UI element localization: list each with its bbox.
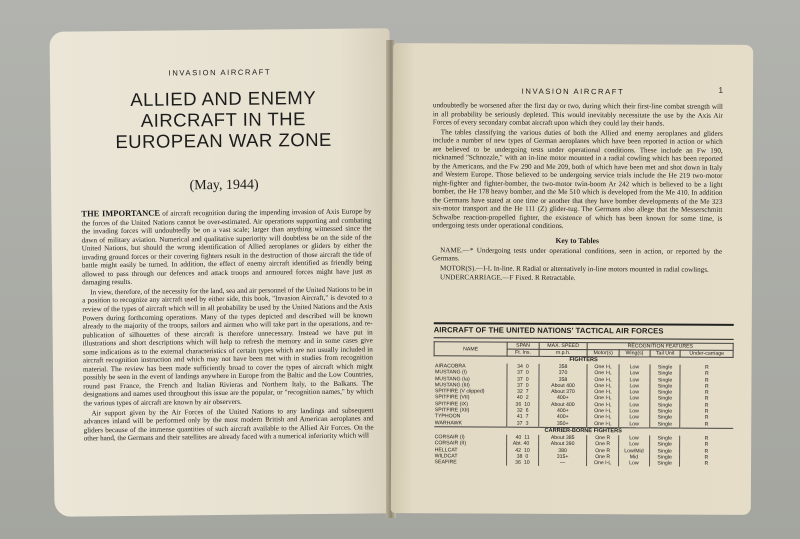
span-feet: 40	[515, 434, 522, 441]
tail-value: Single	[650, 383, 680, 389]
tail-value: Single	[650, 442, 680, 448]
tail-value: Single	[650, 364, 680, 370]
speed-value: About 390	[538, 441, 587, 448]
tail-value: Single	[650, 461, 680, 467]
left-paragraph-1-text: of aircraft recognition during the impending invasion of Axis Europe by the forces of the United Nations cannot be over-estimated. Air operations supporting and combating the invading forces will undoubtedly be on a vast scale; larger than anything witnessed since the dawn of military aviation. Numerical and qualitative superiority will doubtless be on the side of the United Nations, but should the wrong identification of Allied aeroplanes or gliders by either the invading ground forces or their covering fighters result in the destruction of those aircraft the tide of battle might easily be turned. In addition, the effect of enemy aircraft identified as friendly being allowed to pass through our defences and attack troops and armoured forces might have just as damaging results.	[81, 207, 373, 287]
span-feet: 42	[515, 447, 521, 454]
speed-value: 400+	[538, 395, 587, 402]
speed-value: 358	[539, 364, 588, 371]
right-paragraph-2: The tables classifying the various duties of both the Allied and enemy aeroplanes and gliders include a number of new types of German aeroplanes which have been reported in action or which are believed to be undergoing tests under operational conditions. These include an Fw 190, nicknamed "Schnozzle," with an in-line motor mounted in a radial cowling which has been reported by the Americans, and the Fw 290 and Me 209, both of which have been met and shot down in Italy and Western Europe. Those believed to be undergoing service trials include the He 219 two-motor night-fighter and fighter-bomber, the two-motor twin-boom Ar 242 which is believed to be a light bomber, the He 178 heavy bomber, and the Me 510 which is developed from the Me 410. In addition the Germans have stated at one time or another that they have bomber developments of the Me 323 six-motor transport and the He 111 (Z) glider-tug. The Germans also allege that the Messerschmitt Schwalbe reaction-propelled fighter, the existence of which has been known for some time, is undergoing tests under operational conditions.	[432, 127, 723, 230]
table-row	[434, 459, 733, 467]
motor-value: One R	[587, 441, 618, 447]
wing-value: Mid	[618, 454, 649, 460]
header-name: NAME	[434, 342, 507, 356]
wing-value: Low	[619, 371, 650, 377]
section-fighters: FIGHTERS	[434, 356, 733, 365]
motor-value: One I-L	[587, 408, 618, 414]
header-recognition: RECOGNITION FEATURES	[588, 343, 734, 351]
wing-value: Low	[618, 460, 649, 466]
aircraft-name: AIRACOBRA	[435, 363, 466, 370]
undercarriage-value: R	[680, 402, 733, 409]
span-inches: 0	[525, 453, 529, 460]
header-mph: m.p.h.	[539, 349, 588, 356]
span-inches: 0	[525, 382, 529, 389]
aircraft-name: HELLCAT	[434, 446, 458, 453]
wing-value: Low	[618, 421, 649, 428]
motor-value: One R	[587, 454, 618, 460]
motor-value: One I-L	[587, 414, 618, 420]
span-inches: 10	[523, 459, 530, 466]
header-tail: Tail Unit	[650, 350, 680, 357]
header-motor: Motor(s)	[587, 350, 618, 357]
motor-value: One I-L	[587, 389, 618, 395]
title-line-3: EUROPEAN WAR ZONE	[115, 128, 332, 153]
span-inches: 7	[525, 388, 529, 395]
wing-value: Low	[619, 377, 650, 383]
header-span: SPAN	[507, 342, 539, 349]
wing-value: Low	[618, 442, 649, 448]
undercarriage-value: R	[680, 442, 733, 449]
span-inches: 10	[523, 447, 530, 454]
aircraft-name: MUSTANG (Ia)	[434, 375, 470, 383]
undercarriage-value: R	[680, 415, 733, 422]
undercarriage-value: R	[680, 461, 733, 468]
key-title: Key to Tables	[555, 235, 599, 245]
speed-value: 315+	[538, 454, 587, 461]
span-feet: 37	[516, 382, 523, 389]
wing-value: Low	[619, 383, 650, 389]
tail-value: Single	[650, 377, 680, 383]
undercarriage-value: R	[680, 454, 733, 461]
key-undercarriage: UNDERCARRIAGE.—F Fixed. R Retractable.	[439, 273, 576, 283]
wing-value: Low	[619, 389, 650, 395]
aircraft-name: TYPHOON	[434, 413, 461, 420]
tail-value: Single	[650, 454, 680, 460]
table-title-rule	[434, 337, 734, 340]
right-running-head: INVASION AIRCRAFT	[521, 86, 625, 97]
speed-value: —	[538, 460, 587, 467]
title-line-2: AIRCRAFT IN THE	[140, 108, 307, 131]
left-paragraph-1	[81, 206, 372, 287]
span-feet: Abt. 40	[512, 440, 530, 448]
speed-value: About 370	[539, 389, 588, 396]
tail-value: Single	[650, 408, 680, 414]
span-inches: 0	[525, 376, 529, 383]
span-inches: 11	[524, 434, 530, 441]
speed-value: About 400	[539, 383, 588, 390]
wing-value: Low	[619, 364, 650, 370]
span-feet: 32	[516, 388, 523, 395]
wing-value: Low	[619, 396, 650, 402]
aircraft-name: SPITFIRE (V clipped)	[434, 388, 485, 395]
left-running-head: INVASION AIRCRAFT	[168, 67, 272, 78]
speed-value: 380	[538, 447, 587, 454]
aircraft-name: CORSAIR (II)	[434, 440, 467, 447]
aircraft-table	[433, 341, 734, 467]
speed-value: 350+	[538, 420, 587, 427]
section-carrier: CARRIER-BORNE FIGHTERS	[434, 427, 733, 436]
span-value	[507, 460, 539, 466]
span-feet: 40	[516, 395, 523, 402]
span-inches: 0	[525, 370, 529, 377]
tail-value: Single	[650, 371, 680, 377]
motor-value: One I-L	[587, 377, 618, 383]
right-page	[391, 43, 753, 515]
right-body-text	[432, 101, 723, 284]
left-page	[49, 28, 394, 517]
span-inches: 3	[525, 420, 529, 427]
lead-words: THE IMPORTANCE	[81, 207, 161, 219]
aircraft-name: SPITFIRE (IX)	[434, 401, 469, 408]
motor-value: One I-L	[587, 370, 618, 376]
span-inches: 6	[525, 407, 529, 414]
aircraft-name: SPITFIRE (VII)	[434, 394, 470, 401]
speed-value: 400+	[538, 414, 587, 421]
speed-value: 400+	[538, 408, 587, 415]
undercarriage-value: R	[680, 377, 733, 384]
left-body-text	[81, 206, 373, 444]
page-number: 1	[718, 85, 724, 95]
header-max-speed: MAX. SPEED	[539, 342, 588, 349]
span-inches: 10	[524, 401, 531, 408]
title-date: (May, 1944)	[189, 177, 259, 194]
motor-value: One I-L	[587, 383, 618, 389]
speed-value: About 400	[538, 402, 587, 409]
speed-value: 370	[539, 370, 588, 377]
header-ft-ins: Ft. Ins.	[507, 349, 539, 356]
motor-value: One I-L	[587, 402, 618, 408]
key-motor: MOTOR(S).—I-L In-line. R Radial or alternatively in-line motors mounted in radial cowlings.	[440, 263, 709, 274]
aircraft-name: MUSTANG (I)	[434, 369, 467, 376]
motor-value: One I-L	[587, 460, 618, 466]
undercarriage-value: R	[680, 448, 733, 455]
span-feet: 38	[516, 453, 523, 460]
wing-value: Low/Mid	[618, 448, 649, 454]
wing-value: Low	[618, 408, 649, 414]
tail-value: Single	[650, 390, 680, 396]
wing-value: Low	[618, 415, 649, 421]
span-inches: 2	[525, 395, 529, 402]
span-feet: 34	[517, 363, 523, 370]
tail-value: Single	[650, 435, 680, 441]
tail-value: Single	[650, 396, 680, 402]
aircraft-name: WILDCAT	[434, 453, 458, 460]
table-title: AIRCRAFT OF THE UNITED NATIONS' TACTICAL AIR FORCES	[433, 325, 664, 336]
tail-value: Single	[650, 415, 680, 421]
undercarriage-value: R	[680, 436, 733, 443]
span-feet: 36	[515, 401, 522, 408]
table-body	[434, 356, 734, 468]
span-feet: 32	[516, 407, 523, 414]
span-feet: 37	[517, 370, 523, 377]
undercarriage-value: R	[680, 365, 733, 372]
aircraft-name: WARHAWK	[434, 419, 463, 427]
motor-value: One I-L	[587, 421, 618, 428]
header-undercarriage: Under-carriage	[680, 350, 733, 357]
span-feet: 36	[515, 459, 521, 466]
undercarriage-value: R	[680, 390, 733, 397]
wing-value: Low	[619, 402, 650, 408]
aircraft-name: SPITFIRE (XII)	[434, 407, 470, 414]
speed-value: About 385	[538, 435, 587, 442]
page-title	[88, 87, 359, 153]
tail-value: Single	[650, 402, 680, 408]
left-paragraph-3: Air support given by the Air Forces of the United Nations to any landings and subsequent advances inland will be performed only by the most modern British and American aeroplanes and gliders because of the immense quantities of such aircraft available to the Allied Air Forces. On the other hand, the Germans and their satellites are already faced with a numerical inferiority which will	[83, 405, 374, 443]
undercarriage-value: R	[680, 383, 733, 390]
left-paragraph-2: In view, therefore, of the necessity for the land, sea and air personnel of the United Nations to be in a position to recognize any aircraft used by either side, this book, "Invasion Aircraft," is devoted to a review of the types of aircraft which will in all probability be used by the United Nations and the Axis Powers during forthcoming operations. Many of the types depicted and described will be known already to the majority of the troops, sailors and airmen who will take part in the operations, and re-publication of silhouettes of these aircraft is therefore unnecessary. Instead we have put in illustrations and short descriptions which will help to refresh the memory and in some cases give some indications as to the external characteristics of certain types which are not usually included in aircraft recognition instruction and which may not have been met with in studies from recognition material. The review has been made sufficiently broad to cover the types of aircraft which might possibly be seen in the event of landings anywhere in Europe from the Baltic and the Low Countries, round past France, the French and Italian Rivieras and Northern Italy, to the Balkans. The designations and names used throughout this issue are the popular, or "recognition names," by which the various types of aircraft are known by air observers.	[82, 285, 374, 408]
aircraft-name: MUSTANG (III)	[434, 382, 470, 389]
span-inches: 7	[525, 414, 529, 421]
motor-value: One I-L	[587, 364, 618, 370]
span-feet: 37	[516, 420, 523, 427]
key-name: NAME.—* Undergoing tests under operational conditions, seen in action, or reported by the Germans.	[432, 245, 723, 263]
wing-value: Low	[618, 435, 649, 441]
motor-value: One R	[587, 435, 618, 441]
span-feet: 37	[517, 376, 523, 383]
undercarriage-value: R	[680, 371, 733, 378]
tail-value: Single	[650, 448, 680, 454]
span-feet: 41	[516, 414, 523, 421]
aircraft-name: SEAFIRE	[434, 459, 457, 466]
span-inches: 0	[525, 363, 529, 370]
aircraft-name: CORSAIR (I)	[434, 434, 465, 441]
header-wing: Wing(s)	[619, 350, 650, 357]
undercarriage-value: R	[680, 396, 733, 403]
undercarriage-value: R	[680, 421, 733, 428]
tail-value: Single	[650, 421, 680, 428]
motor-value: One R	[587, 448, 618, 454]
motor-value: One I-L	[587, 396, 618, 402]
undercarriage-value: R	[680, 409, 733, 416]
right-paragraph-1: undoubtedly be worsened after the first day or two, during which their first-line combat strength will in all probability be seriously depleted. This would inevitably necessitate the use by the Axis Air Forces of every secondary combat aircraft upon which they could lay their hands.	[432, 101, 723, 128]
speed-value: 358	[539, 376, 588, 383]
title-line-1: ALLIED AND ENEMY	[130, 87, 317, 110]
